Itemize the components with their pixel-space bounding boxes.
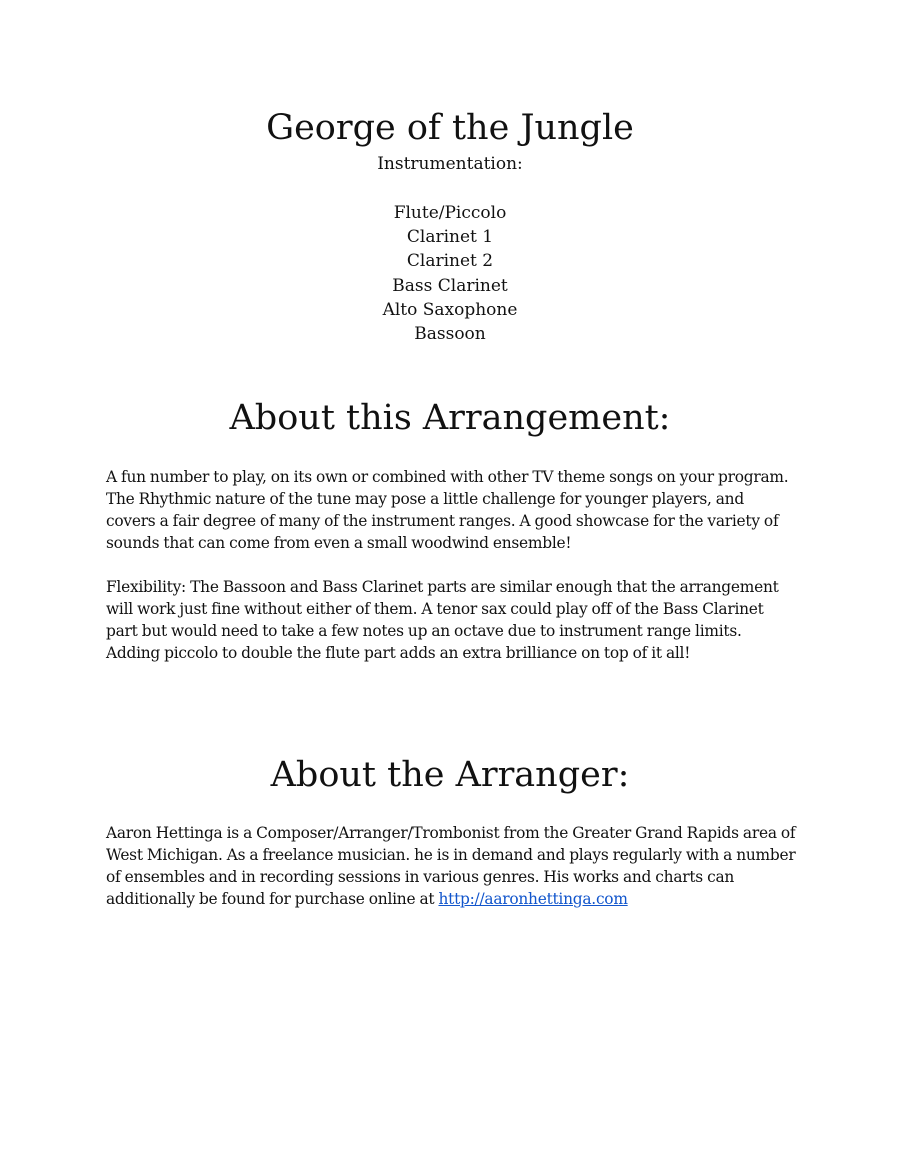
- flexibility-paragraph: Flexibility: The Bassoon and Bass Clarinet parts are similar enough that the arrangement will work just fine without either of them. A tenor sax could play off of the Bass Clarinet part but would need to take a few notes up an octave due to instrument range limits. Adding piccolo to double the flute part adds an extra brilliance on top of it all!: [106, 578, 779, 662]
- instrumentation-list: [0, 201, 900, 346]
- instrument-item: Alto Saxophone: [382, 299, 518, 320]
- arrangement-description-paragraph: A fun number to play, on its own or combined with other TV theme songs on your program. The Rhythmic nature of the tune may pose a little challenge for younger players, and covers a fair degree of many of the instrument ranges. A good showcase for the variety of sounds that can come from even a small woodwind ensemble!: [106, 468, 789, 552]
- instrument-item: Clarinet 2: [406, 251, 494, 272]
- about-arrangement-heading: About this Arrangement:: [229, 398, 671, 438]
- instrument-item: Flute/Piccolo: [393, 203, 507, 223]
- about-arranger-heading: About the Arranger:: [270, 755, 630, 795]
- arranger-bio-paragraph: [106, 822, 796, 910]
- instrument-item: Bassoon: [414, 324, 486, 345]
- arranger-bio-text: Aaron Hettinga is a Composer/Arranger/Trombonist from the Greater Grand Rapids area of West Michigan. As a freelance musician. he is in demand and plays regularly with a number of ensembles and in recording sessions in various genres. His works and charts can additionally be found for purchase online at: [106, 824, 796, 908]
- page-title: George of the Jungle: [266, 108, 634, 148]
- instrument-item: Clarinet 1: [406, 227, 494, 248]
- arranger-website-link[interactable]: http://aaronhettinga.com: [438, 890, 628, 908]
- instrument-item: Bass Clarinet: [392, 275, 508, 296]
- instrumentation-label: Instrumentation:: [377, 154, 523, 174]
